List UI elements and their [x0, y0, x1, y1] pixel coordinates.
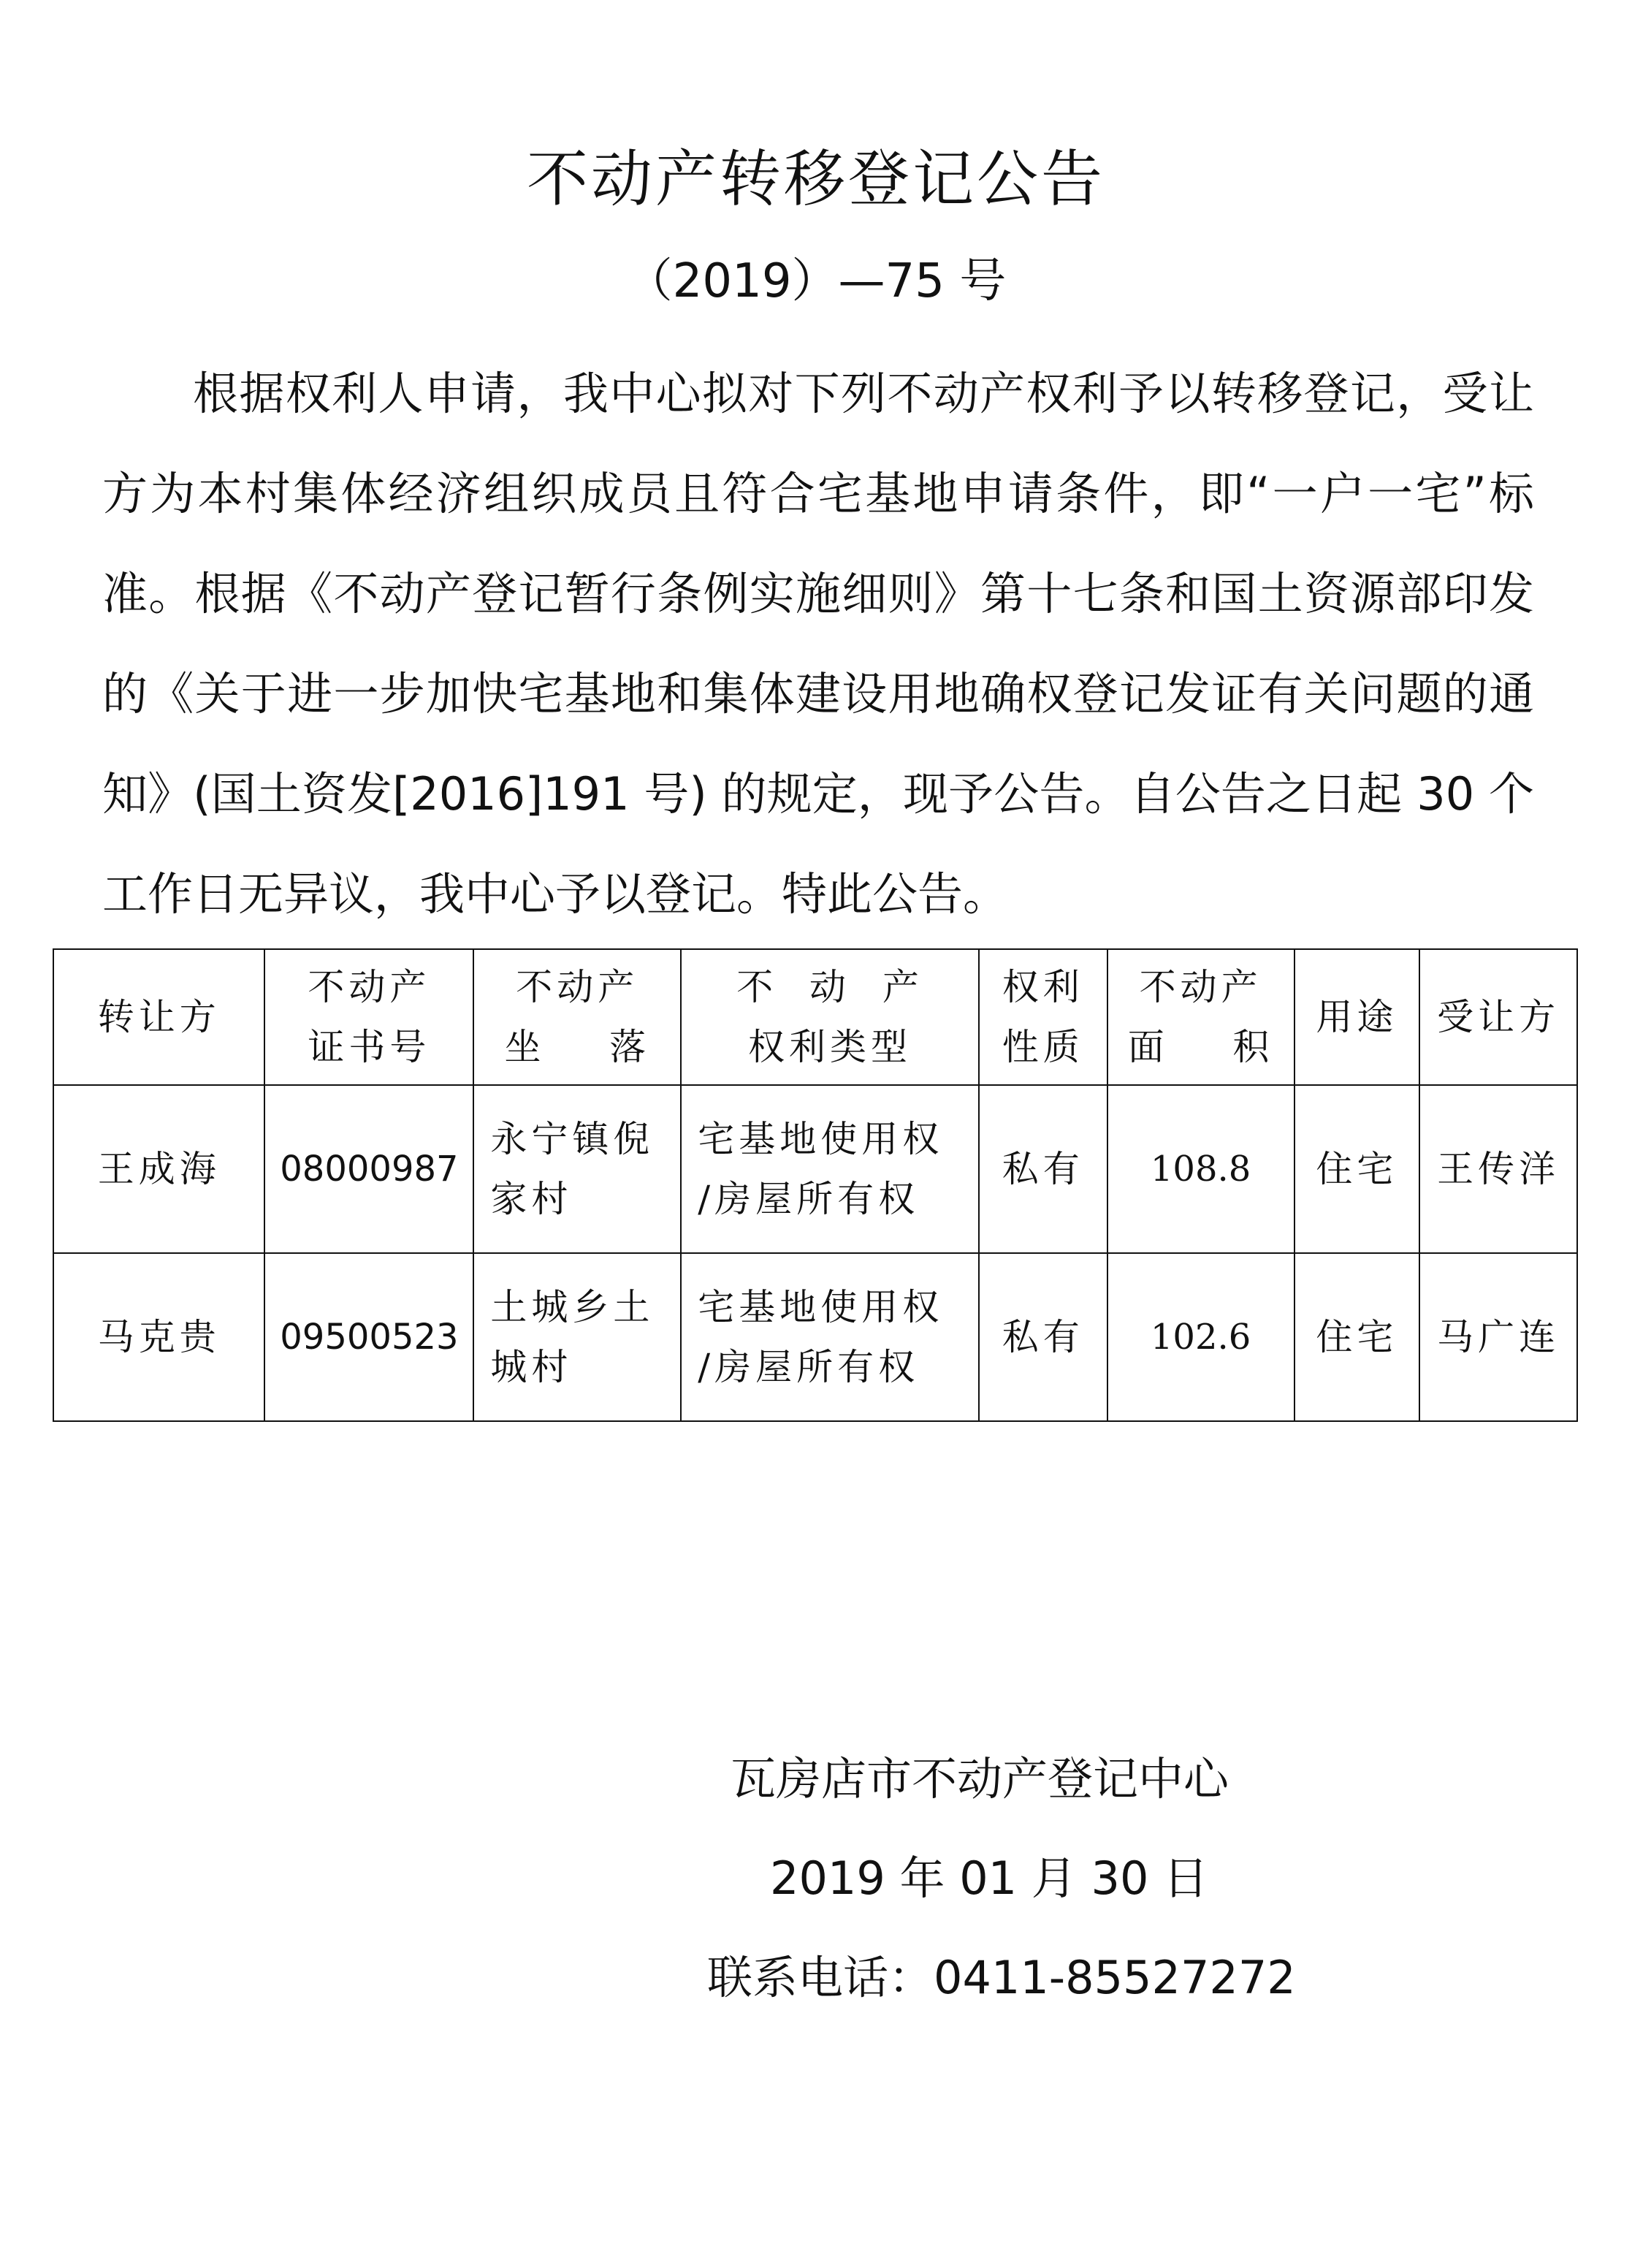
cell-nature: 私有: [979, 1253, 1107, 1421]
notice-body: 根据权利人申请，我中心拟对下列不动产权利予以转移登记，受让方为本村集体经济组织成员且符合宅基地申请条件，即“一户一宅”标准。根据《不动产登记暂行条例实施细则》第十七条和国土资源部印发的《关于进一步加快宅基地和集体建设用地确权登记发证有关问题的通知》(国土资发[2016]191 号) 的规定，现予公告。自公告之日起 30 个工作日无异议，我中心予以登记。特此公告。: [102, 367, 1534, 921]
cell-right-type: 宅基地使用权 /房屋所有权: [681, 1253, 979, 1421]
cell-transferor: 王成海: [53, 1085, 264, 1253]
cell-transferee: 王传洋: [1419, 1085, 1577, 1253]
cell-area: 102.6: [1107, 1253, 1294, 1421]
header-transferee: 受让方: [1419, 949, 1577, 1085]
cell-transferee: 马广连: [1419, 1253, 1577, 1421]
notice-title: 不动产转移登记公告: [526, 143, 1105, 215]
cell-area: 108.8: [1107, 1085, 1294, 1253]
cell-certificate: 09500523: [264, 1253, 473, 1421]
cell-location: 土城乡土 城村: [473, 1253, 681, 1421]
table-row: [53, 1085, 1577, 1253]
table-header-row: [53, 949, 1577, 1085]
cell-usage: 住宅: [1294, 1253, 1420, 1421]
cell-nature: 私有: [979, 1085, 1107, 1253]
header-usage: 用途: [1294, 949, 1420, 1085]
cell-usage: 住宅: [1294, 1085, 1420, 1253]
cell-right-type: 宅基地使用权 /房屋所有权: [681, 1085, 979, 1253]
contact-phone: 联系电话：0411-85527272: [707, 1951, 1296, 2004]
cell-certificate: 08000987: [264, 1085, 473, 1253]
cell-transferor: 马克贵: [53, 1253, 264, 1421]
notice-number: （2019）—75 号: [625, 254, 1007, 308]
issue-date: 2019 年 01 月 30 日: [770, 1852, 1209, 1905]
header-area: 不动产 面 积: [1107, 949, 1294, 1085]
header-location: 不动产 坐 落: [473, 949, 681, 1085]
header-right-type: 不 动 产 权利类型: [681, 949, 979, 1085]
table-row: [53, 1253, 1577, 1421]
cell-location: 永宁镇倪 家村: [473, 1085, 681, 1253]
property-transfer-table: [53, 948, 1578, 1422]
header-nature: 权利 性质: [979, 949, 1107, 1085]
header-transferor: 转让方: [53, 949, 264, 1085]
header-certificate: 不动产 证书号: [264, 949, 473, 1085]
issuing-organization: 瓦房店市不动产登记中心: [731, 1752, 1229, 1805]
